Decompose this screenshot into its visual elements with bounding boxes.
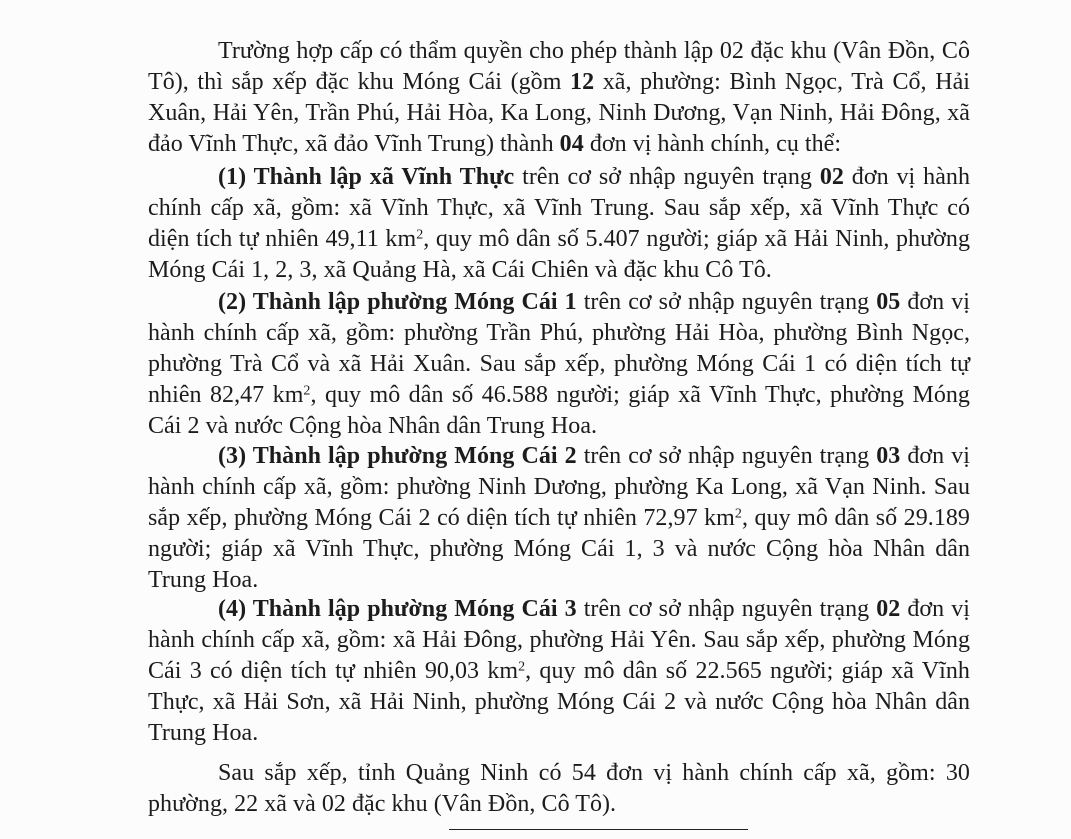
item-body: đơn vị hành chính cấp xã, gồm: xã Hải Đông, phường Hải Yên. Sau sắp xếp, phường Móng Cái 3 có diện tích tự nhiên 90,03 km [148,596,970,684]
item-pre-count: trên cơ sở nhập nguyên trạng [514,164,820,190]
intro-paragraph [148,36,970,160]
item-pre-count: trên cơ sở nhập nguyên trạng [576,443,877,469]
item-count: 02 [819,164,844,190]
item-pre-count: trên cơ sở nhập nguyên trạng [576,596,877,622]
item-count: 02 [876,596,901,622]
item-pre-count: trên cơ sở nhập nguyên trạng [576,289,877,315]
intro-units: 04 [559,131,584,157]
summary-text: Sau sắp xếp, tỉnh Quảng Ninh có 54 đơn vị hành chính cấp xã, gồm: 30 phường, 22 xã và 02 đặc khu (Vân Đồn, Cô Tô). [148,760,970,817]
intro-end-text: đơn vị hành chính, cụ thể: [583,131,842,157]
item-count: 05 [876,289,901,315]
item-tail: , quy mô dân số 46.588 người; giáp xã Vĩnh Thực, phường Móng Cái 2 và nước Cộng hòa Nhân dân Trung Hoa. [148,382,970,439]
item-count: 03 [876,443,901,469]
item-body: đơn vị hành chính cấp xã, gồm: phường Ninh Dương, phường Ka Long, xã Vạn Ninh. Sau sắp xếp, phường Móng Cái 2 có diện tích tự nhiên 72,97 km [148,443,970,531]
item-paragraph-3 [148,441,970,596]
item-heading: (3) Thành lập phường Móng Cái 2 [218,443,577,469]
summary-paragraph [148,758,970,820]
item-heading: (1) Thành lập xã Vĩnh Thực [218,164,515,190]
item-area-unit-superscript: 2 [734,506,742,522]
intro-count: 12 [570,69,595,95]
intro-mid-text: xã, phường: Bình Ngọc, Trà Cổ, Hải Xuân, Hải Yên, Trần Phú, Hải Hòa, Ka Long, Ninh Dương, Vạn Ninh, Hải Đông, xã đảo Vĩnh Thực, xã đảo Vĩnh Trung) thành [148,69,970,157]
item-area-unit-superscript: 2 [303,383,311,399]
intro-text: Trường hợp cấp có thẩm quyền cho phép thành lập 02 đặc khu (Vân Đồn, Cô Tô), thì sắp xếp đặc khu Móng Cái (gồm [148,38,970,95]
item-area-unit-superscript: 2 [518,659,526,675]
item-area-unit-superscript: 2 [416,227,424,243]
item-heading: (2) Thành lập phường Móng Cái 1 [218,289,577,315]
item-heading: (4) Thành lập phường Móng Cái 3 [218,596,577,622]
item-paragraph-2 [148,287,970,442]
item-body: đơn vị hành chính cấp xã, gồm: phường Trần Phú, phường Hải Hòa, phường Bình Ngọc, phường Trà Cổ và xã Hải Xuân. Sau sắp xếp, phường Móng Cái 1 có diện tích tự nhiên 82,47 km [148,289,970,408]
closing-divider [449,829,748,830]
item-tail: , quy mô dân số 5.407 người; giáp xã Hải Ninh, phường Móng Cái 1, 2, 3, xã Quảng Hà, xã Cái Chiên và đặc khu Cô Tô. [148,226,971,283]
item-tail: , quy mô dân số 22.565 người; giáp xã Vĩnh Thực, xã Hải Sơn, xã Hải Ninh, phường Móng Cái 2 và nước Cộng hòa Nhân dân Trung Hoa. [148,658,970,746]
item-body: đơn vị hành chính cấp xã, gồm: xã Vĩnh Thực, xã Vĩnh Trung. Sau sắp xếp, xã Vĩnh Thực có diện tích tự nhiên 49,11 km [148,164,970,252]
item-paragraph-1 [148,162,970,286]
item-paragraph-4 [148,594,970,749]
item-tail: , quy mô dân số 29.189 người; giáp xã Vĩnh Thực, phường Móng Cái 1, 3 và nước Cộng hòa Nhân dân Trung Hoa. [148,505,970,593]
